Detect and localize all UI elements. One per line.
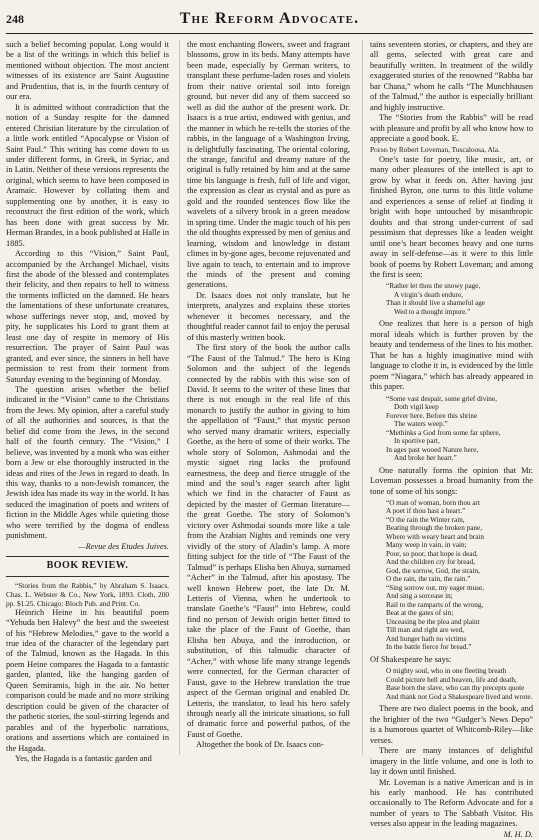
paragraph: Altogether the book of Dr. Isaacs con- [196, 740, 324, 750]
poem-line: Doth vigil keep [394, 403, 439, 412]
paragraph: One’s taste for poetry, like music, art, or many other pleasures of the intellect is apt to grow by what it feeds on. After having just finished Byron, one turns to this little volume and experiences a sense of relief at finding it bright with hope untouched by misanthropic doubts and that strong under-current of sad pessimism that depresses like a leaden weight until one’s heart becomes heavy and one turns away in self-defense—as it were to this little book of poems by Robert Loveman; and among the first is seen: [370, 154, 533, 279]
column-1 [6, 40, 169, 763]
poem-line: And broke her heart.” [394, 454, 457, 463]
poem-line: “Some vast despair, some grief divine, [386, 394, 497, 403]
paragraph: It is admitted without contradiction that the notion of a Sunday respite for the damned entered Christian literature by the circulation of a little work entitled “Apocalypse or Vision of Saint Paul.” This writing has come down to us under different forms, in Greek, in Syriac, and in Latin. Neither of these versions represents the original, which seems to have been composed in Aramaic. However by collating them and supplementing one by another, it is easy to reconstruct the first edition of the work, which has been done with great success by Mr. Herman Brandes, in a book published at Halle in 1885. [6, 102, 169, 248]
paragraph: tains seventeen stories, or chapters, and they are all gems, selected with great care and beautifully written. In treatment of the wildly exaggerated stories of the renowned “Rabba bar bar Chana,” whom he calls “The Munchhausen of the Talmud,” the author is especially brilliant and highly instructive. [370, 40, 533, 112]
poem-line: Where with weary heart and brain [386, 532, 484, 541]
poem-line: “Methinks a God from some far sphere, [386, 428, 501, 437]
paragraph: The “Stories from the Rabbis” will be read with pleasure and profit by all who know how to appreciate a good book. E. [370, 113, 533, 144]
poem-line: The waters weep.” [394, 420, 448, 429]
running-head: The Reform Advocate. [179, 10, 360, 27]
poem-quote [370, 499, 533, 652]
poems-byline-text: by Robert Loveman, Tuscaloosa, Ala. [389, 144, 500, 154]
poem-line: Till man and right are wed, [386, 626, 464, 635]
poem-line: Wed to a thought impure.” [394, 307, 471, 316]
poem-line: A virgin’s death endure, [394, 290, 463, 299]
section-rule [6, 556, 169, 557]
paragraph: Mr. Loveman is a native American and is in his early manhood. He has contributed occasionally to The Reform Advocate and for a number of years to The Sabbath Visitor. His verses also appear in the leading magazines. [370, 777, 533, 829]
poems-byline-label: Poems [370, 144, 388, 154]
section-rule [6, 576, 169, 577]
paragraph: There are two dialect poems in the book, and the brighter of the two “Gudger’s News Depo” is a humorous quartet of Whitcomb-Riley—like verses. [370, 704, 533, 745]
page-number: 248 [6, 12, 24, 26]
column-2 [187, 40, 350, 755]
paragraph: the most enchanting flowers, sweet and fragrant blossoms, grow in its beds. Many attempts have been made, especially by German writers, to transplant these perfume-laden roses and violets from their native oriental soil into foreign ground, but never did any of them succeed so well as did the author of the present work. Dr. Isaacs is a true artist, endowed with genius, and the manner in which he re-tells the stories of the rabbis, in the language of a Washington Irving, is delightfully fascinating. The oriental coloring, the strange, fanciful and dreamy nature of the original is fully retained by him and at the same time his language is fresh, full of life and vigor, the expression as clear as crystal and as pure as gold and the rounded sentences flow like the wavelets of a silvery brook in a green meadow in spring time. Under the magic touch of his pen the old thoughts expressed by men of genius and learning, wisdom and knowledge in distant climes in by-gone ages, become rejuvenated and live again to teach, to entertain and to improve the minds of the present and coming generations. [187, 40, 350, 290]
poem-line: And the children cry for bread, [386, 558, 476, 567]
poem-line: Than it should live a shameful age [386, 299, 486, 308]
poem-line: “O the rain the Winter rain, [386, 515, 465, 524]
poem-quote [370, 667, 533, 701]
poem-line: And sing a sorcease in; [386, 592, 453, 601]
poem-line: Beat at the gates of sin; [386, 609, 454, 618]
poems-byline [370, 145, 533, 155]
paragraph: According to this “Vision,” Saint Paul, accompanied by the Archangel Michael, visits first the abode of the blessed and contemplates their felicity, and then repairs to hell to witness the torments inflicted on the damned. He hears the lamentations of these unfortunate creatures, whose sufferings never stop, and, moved by pity, he supplicates his Lord to grant them at least one day of respite in memory of His resurrection. The prayer of Saint Paul was granted, and ever since, the sinners in hell have permission to rest from their torment from Saturday evening to the beginning of Monday. [6, 249, 169, 384]
poem-line: God, the sorrow, God, the strain, [386, 566, 480, 575]
header-rule [6, 33, 533, 34]
poem-quote [370, 395, 533, 463]
poem-line: In ages past wooed Nature here, [386, 445, 479, 454]
paragraph: Dr. Isaacs does not only translate, but he interprets, analyzes and explains these stories whenever it becomes necessary, and the thoughtful reader cannot fail to enjoy the perusal of this masterly written book. [187, 290, 350, 342]
poem-line: And hunger hath no victims [386, 634, 467, 643]
poem-line: And thank not God a Shakespeare lived and wrote. [386, 692, 533, 701]
paragraph: such a belief becoming popular. Long would it be a list of the writings in which this belief is mentioned without objection. The most ancient witnesses of its existence are Saint Augustine and Prudentius, that is, in the fourth century of our era. [6, 40, 169, 102]
poem-line: “O man of woman, born thou art [386, 498, 481, 507]
poem-line: In the battle fierce for bread.” [386, 643, 472, 652]
poem-line: Beating through the broken pane, [386, 524, 483, 533]
poem-line: Poor, so poor, that hope is dead, [386, 549, 478, 558]
poem-line: Could picture hell and heaven, life and death, [386, 675, 517, 684]
poem-line: O the rain, the rain, the rain.” [386, 575, 471, 584]
column-divider [362, 40, 363, 755]
poem-line: Unceasing be the plea and plaint [386, 617, 480, 626]
column-3 [370, 40, 533, 839]
paragraph: Heinrich Heine in his beautiful poem “Yehuda ben Halevy” the best and the sweetest of his “Hebrew Melodies,” gave to the world a true idea of the character of the legendary part of the Talmud, known as the Hagada. In this poem Heine compares the Hagada to a fantastic garden, planted, like the hanging garden of Queen Semiramis, high in the air. No better comparison could be made and no more striking description could be given of the character of the pathetic stories, the soul-stirring legends and parables and of the hyperbolic narrations, orations and assertions which are contained in the Hagada. [6, 607, 169, 753]
paragraph: The first story of the book the author calls “The Faust of the Talmud.” The hero is King Solomon and the subject of the legends connected by the rabbis with this wise son of David. It seems to the writer of these lines that there is not enough in the real life of this monarch to justify the author in giving to him the appellation of “Faust,” that mystic person who served many dramatic writers, especially Goethe, as the hero of some of their works. The whole story of Solomon, Ashmodai and the mystic signet ring lacks the profound earnestness, the deep and fierce struggle of the mind and the soul’s eager search after light which we find in the character of Faust as depicted by the master of German literature—the great Goethe. The story of Solomon’s victory over Ashmodai sounds more like a tale from the Arabian Nights and reminds one very vividly of the story of Aladin’s lamp. A more fitting subject for the title of “The Faust of the Talmud” is perhaps Elisha ben Abuya, surnamed “Acher” in the Talmud, after his apostasy. The well known Hebrew poet, the late Dr. M. Letteris of Vienna, when he undertook to translate Goethe’s “Faust” into Hebrew, could find no person of Jewish origin better fitted to take the place of the Faust of Goethe, than Elisha ben Abuya, and the introduction, or substitution, of this talmudic character of “Acher,” with whose life many strange legends were connected, for the German character of Faust, gave to the Hebrew translation the true aspect of the German original and enabled Dr. Letteris, the translator, to lead his hero safely through nearly all the intricate situations, so full of dramatic force and powerful pathos, of the Faust of Goethe. [187, 343, 350, 739]
column-divider [179, 40, 180, 755]
poem-quote [370, 282, 533, 316]
poem-line: O mighty soul, who in one fleeting breath [386, 667, 507, 676]
page-header [6, 10, 533, 30]
paragraph: There are many instances of delightful imagery in the little volume, and one is loth to lay it down until finished. [370, 746, 533, 777]
article-source: —Revue des Etudes Juives. [78, 541, 169, 551]
poem-line: Many weep in vain, in vain; [386, 541, 467, 550]
poem-line: “Sing sorrow out, my eager muse, [386, 583, 485, 592]
poem-line: “Rather let thou the snowy page, [386, 282, 481, 291]
poem-line: Base born the slave, who can thy precepts quote [386, 684, 525, 693]
review-signature: M. H. D. [503, 829, 533, 839]
paragraph: The question arises whether the belief indicated in the “Vision” came to the Christians from the Jews. My opinion, after a careful study of all the authorities and sources, is that the belief did come from the Jews, in the second half of the fourth century. The “Vision,” I believe, was invented by a monk who was either born a Jew or else thoroughly instructed in the ideas and rites of the Jews in regard to death. In this way, thanks to a non-Jewish romancer, the Jewish idea has made its way in the world. It has seduced the imagination of poets and writers of fiction in the Middle Ages while quieting those who were terrified by the dogma of endless punishment. [6, 384, 169, 541]
poem-line: A poet if thou hast a heart.” [386, 507, 466, 516]
paragraph: One realizes that here is a person of high moral ideals which is further proven by the beauty and tenderness of the lines to his mother. That he has a highly imaginative mind with language to clothe it in, is evidenced by the little poem “Niagara,” which has already appeared in this paper. [370, 319, 533, 392]
paragraph: Yes, the Hagada is a fantastic garden and [15, 754, 152, 763]
paragraph: Of Shakespeare he says: [370, 654, 452, 664]
poem-line: Forever here. Before this shrine [386, 411, 478, 420]
paragraph: One naturally forms the opinion that Mr. Loveman possesses a broad humanity from the tone of some of his songs: [370, 465, 533, 496]
book-review-heading: BOOK REVIEW. [46, 560, 129, 572]
poem-line: In sportive part, [394, 437, 440, 446]
book-citation: “Stories from the Rabbis,” by Abraham S. Isaacs. Chas. L. Webster & Co., New York, 1893. Cloth, 200 pp. $1.25. Chicago: Bloch Pub. and Print. Co. [6, 580, 169, 608]
poem-line: Rail to the ramparts of the wrong, [386, 600, 484, 609]
